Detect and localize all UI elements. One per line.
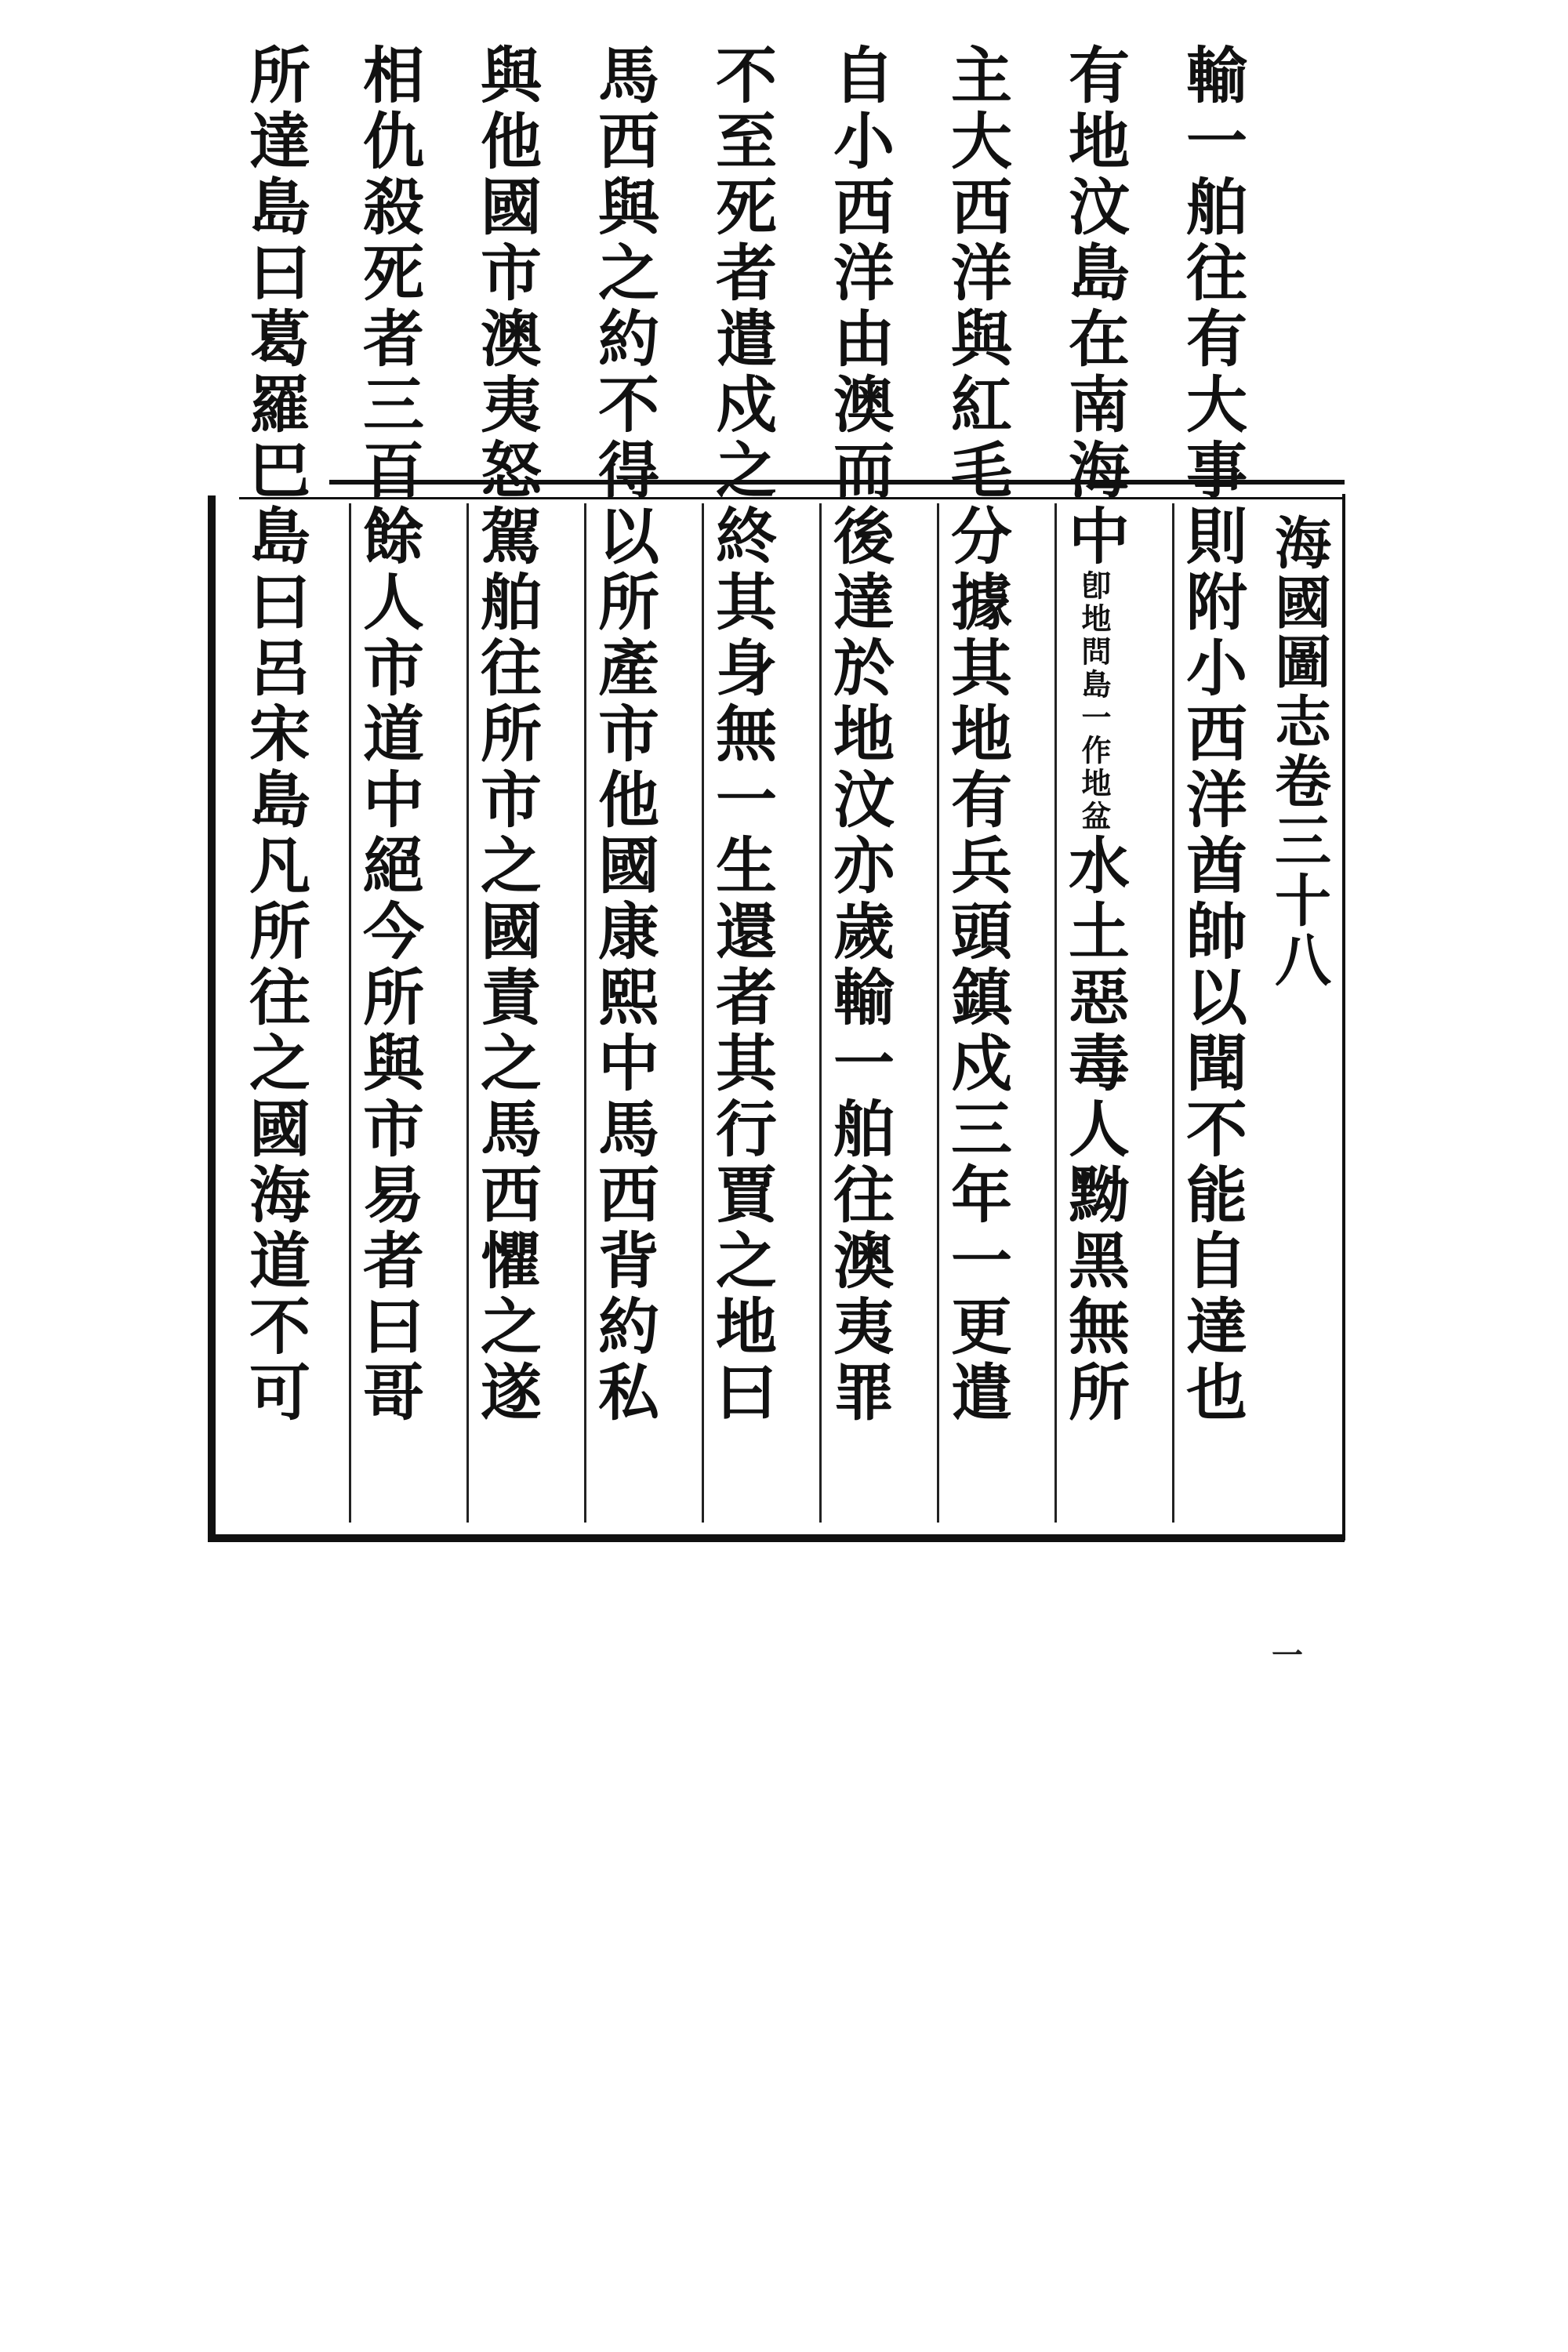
text-column-1: 輸一舶往有大事則附小西洋酋帥以聞不能自達也	[1176, 43, 1247, 1426]
text-column-3: 主大西洋與紅毛分據其地有兵頭鎮戍三年一更遣	[941, 43, 1012, 1426]
text-column-5: 不至死者遣戍之終其身無一生還者其行賈之地曰	[706, 43, 777, 1426]
column-2-text-a: 有地汶島在南海中	[1058, 43, 1130, 570]
volume-title: 海國圖志卷三十八	[1265, 514, 1332, 990]
text-column-4: 自小西洋由澳而後達於地汶亦歲輸一舶往澳夷罪	[823, 43, 895, 1426]
left-border	[208, 495, 216, 1542]
text-column-9: 所達島曰葛羅巴島曰呂宋島凡所往之國海道不可	[239, 43, 310, 1426]
column-2-text-b: 水土惡毒人黝黑無所	[1058, 833, 1130, 1426]
text-column-7: 與他國市澳夷怒駕舶往所市之國責之馬西懼之遂	[470, 43, 542, 1426]
column-2-annotation: 卽地問島一作地盆	[1076, 570, 1112, 833]
text-column-6: 馬西與之約不得以所產市他國康熙中馬西背約私	[588, 43, 659, 1426]
bottom-border	[208, 1534, 1345, 1542]
text-column-2	[1047, 43, 1141, 1426]
text-column-8: 相仇殺死者三百餘人市道中絕今所與市易者曰哥	[353, 43, 424, 1426]
fold-mark: 一	[1272, 1637, 1303, 1674]
right-edge-line	[1342, 494, 1345, 1541]
